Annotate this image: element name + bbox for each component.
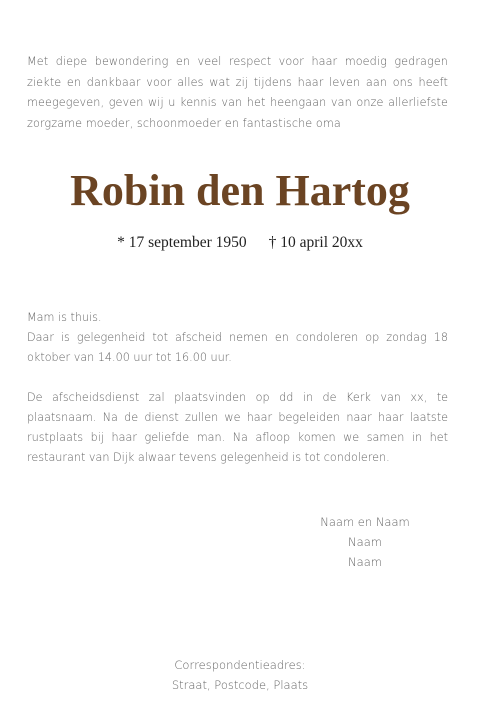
life-dates <box>0 233 480 253</box>
service-paragraph: De afscheidsdienst zal plaatsvinden op dd in de Kerk van xx, te plaatsnaam. Na de dienst zullen we haar begeleiden naar haar laatste rustplaats bij haar geliefde man. Na afloop komen we samen in het restaurant van Dijk alwaar tevens gelegenheid is tot condoleren. <box>27 391 448 464</box>
visitation-intro-line: Mam is thuis. <box>27 311 102 324</box>
visitation-details: Daar is gelegenheid tot afscheid nemen en condoleren op zondag 18 oktober van 14.00 uur tot 16.00 uur. <box>27 331 448 364</box>
death-date: † 10 april 20xx <box>268 234 363 251</box>
correspondence-address <box>0 655 480 695</box>
signatures <box>300 512 430 572</box>
intro-text: Met diepe bewondering en veel respect voor haar moedig gedragen ziekte en dankbaar voor alles wat zij tijdens haar leven aan ons heeft meegegeven, geven wij u kennis van het heengaan van onze allerliefste zorgzame moeder, schoonmoeder en fantastische oma <box>27 55 448 130</box>
signature-line: Naam en Naam <box>320 515 410 529</box>
signature-line: Naam <box>348 535 382 549</box>
birth-date: * 17 september 1950 <box>117 234 247 251</box>
visitation-paragraph <box>27 308 448 368</box>
signature-line: Naam <box>348 555 382 569</box>
deceased-name: Robin den Hartog <box>70 166 410 215</box>
correspondence-label: Correspondentieadres: <box>174 658 306 672</box>
correspondence-address-line: Straat, Postcode, Plaats <box>171 678 309 692</box>
